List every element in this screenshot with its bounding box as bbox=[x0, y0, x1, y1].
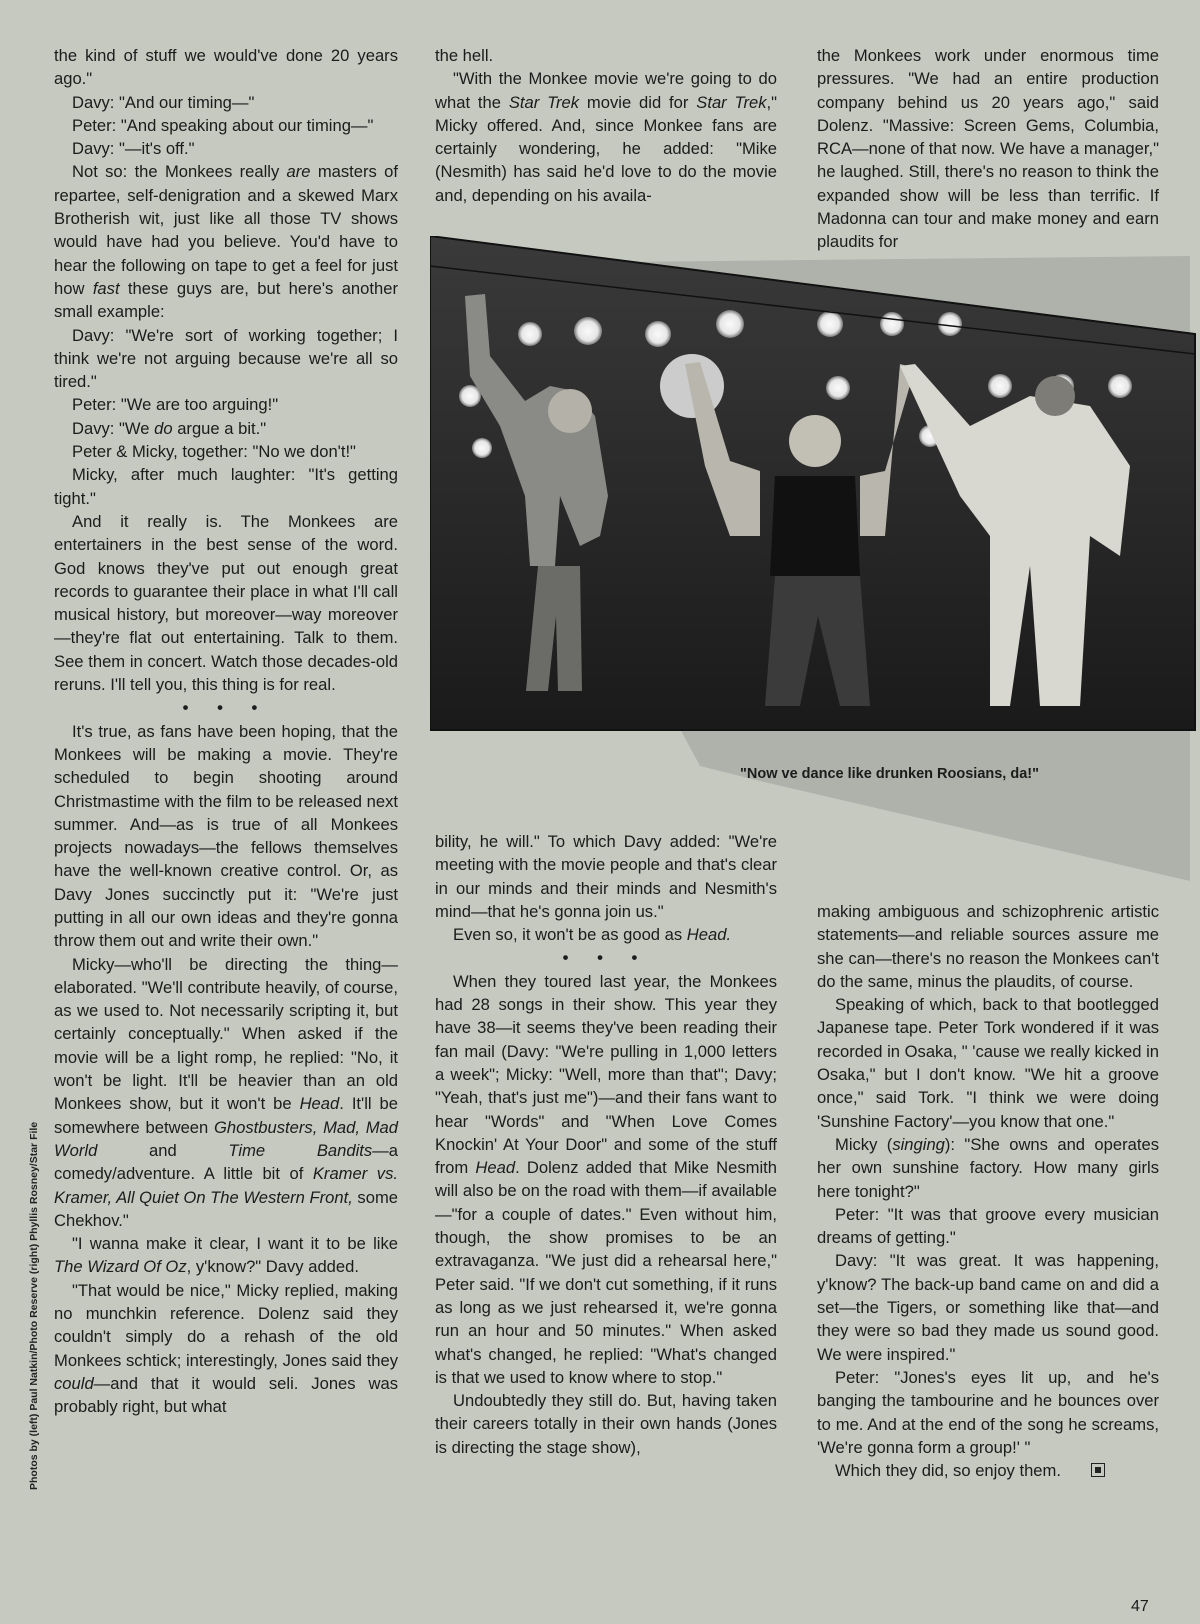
paragraph: Micky, after much laughter: "It's getting tight." bbox=[54, 465, 398, 508]
photo-caption: "Now ve dance like drunken Roosians, da!" bbox=[740, 766, 1039, 782]
paragraph: And it really is. The Monkees are entertainers in the best sense of the word. God knows they've put out enough great records to guarantee their place in what I'll call musical history, but moreover—way moreover—they're flat out entertaining. Talk to them. See them in concert. Watch those decades-old reruns. I'll tell you, this thing is for real. bbox=[54, 511, 398, 695]
article-column-2-bottom bbox=[435, 830, 777, 1459]
paragraph: Davy: "It was great. It was happening, y'know? The back-up band came on and did a set—the Tigers, or something like that—and they were so bad they made us sound good. We were inspired." bbox=[817, 1251, 1159, 1364]
paragraph: Davy: "—it's off." bbox=[72, 139, 195, 159]
paragraph: It's true, as fans have been hoping, that the Monkees will be making a movie. They're scheduled to begin shooting around Christmastime with the film to be released next summer. And—as is true of all Monkees projects nowadays—the fellows themselves have the well-known creative control. Or, as Davy Jones succinctly put it: "We're just putting in all our own ideas and they're gonna throw them out and write their own." bbox=[54, 721, 398, 951]
section-separator: • • • bbox=[182, 698, 270, 718]
paragraph: Peter: "We are too arguing!" bbox=[72, 395, 279, 415]
paragraph: Peter: "Jones's eyes lit up, and he's banging the tambourine and he bounces over to me. And at the end of the song he screams, 'We're gonna form a group!' " bbox=[817, 1367, 1159, 1457]
paragraph: Speaking of which, back to that bootlegged Japanese tape. Peter Tork wondered if it was recorded in Osaka, " 'cause we really kicked in Osaka," but I don't know. "We hit a groove once," said Tork. "I think we were doing 'Sunshine Factory'—you know that one." bbox=[817, 995, 1160, 1131]
paragraph: the Monkees work under enormous time pressures. "We had an entire production company behind us 20 years ago," said Dolenz. "Massive: Screen Gems, Columbia, RCA—none of that now. We have a manager," he laughed. Still, there's no reason to think the expanded show will be less than terrific. If Madonna can tour and make money and earn plaudits for bbox=[817, 46, 1159, 252]
paragraph: Which they did, so enjoy them. bbox=[817, 1459, 1159, 1482]
paragraph: "That would be nice," Micky replied, making no munchkin reference. Dolenz said they couldn't simply do a rehash of the old Monkees schtick; interestingly, Jones said they could—and that it would seli. Jones was probably right, but what bbox=[54, 1280, 398, 1417]
paragraph: Davy: "We do argue a bit." bbox=[72, 418, 267, 438]
page-number: 47 bbox=[1131, 1598, 1149, 1615]
article-column-1 bbox=[54, 44, 398, 1419]
section-separator: • • • bbox=[562, 948, 650, 968]
article-column-3-bottom bbox=[817, 900, 1159, 1482]
article-column-3-top bbox=[817, 44, 1159, 254]
paragraph: Peter: "And speaking about our timing—" bbox=[72, 115, 374, 135]
concert-photo bbox=[430, 236, 1200, 886]
paragraph: Not so: the Monkees really are masters of repartee, self-denigration and a skewed Marx Brotherish wit, just like all those TV shows would have had you believe. You'd have to hear the following on tape to get a feel for just how fast these guys are, but here's another small example: bbox=[54, 162, 398, 322]
paragraph: Even so, it won't be as good as Head. bbox=[453, 925, 732, 945]
paragraph: Micky—who'll be directing the thing—elaborated. "We'll contribute heavily, of course, as we used to. Not necessarily scripting it, but certainly conceptually." When asked if the movie will be a light romp, he replied: "No, it won't be light. It'll be heavier than an old Monkees show, but it won't be Head. It'll be somewhere between Ghostbusters, Mad, Mad World and Time Bandits—a comedy/adventure. A little bit of Kramer vs. Kramer, All Quiet On The Western Front, some Chekhov." bbox=[54, 954, 399, 1230]
paragraph: Undoubtedly they still do. But, having taken their careers totally in their own hands (Jones is directing the stage show), bbox=[435, 1391, 777, 1457]
paragraph: making ambiguous and schizophrenic artistic statements—and reliable sources assure me she can—there's no reason the Monkees can't do the same, minus the plaudits, of course. bbox=[817, 902, 1159, 991]
paragraph: Davy: "And our timing—" bbox=[72, 92, 255, 112]
paragraph: "With the Monkee movie we're going to do what the Star Trek movie did for Star Trek," Micky offered. And, since Monkee fans are certainly wondering, he added: "Mike (Nesmith) has said he'd love to do the movie and, depending on his availa- bbox=[435, 69, 778, 205]
end-mark-icon bbox=[1091, 1463, 1105, 1477]
paragraph: bility, he will." To which Davy added: "We're meeting with the movie people and that's clear in our minds and their minds and Nesmith's mind—that he's gonna join us." bbox=[435, 832, 777, 921]
paragraph: "I wanna make it clear, I want it to be like The Wizard Of Oz, y'know?" Davy added. bbox=[54, 1234, 398, 1277]
paragraph: Micky (singing): "She owns and operates her own sunshine factory. How many girls here tonight?" bbox=[817, 1134, 1159, 1201]
paragraph: Peter: "It was that groove every musician dreams of getting." bbox=[817, 1204, 1159, 1248]
paragraph: Peter & Micky, together: "No we don't!" bbox=[72, 442, 356, 462]
paragraph: Davy: "We're sort of working together; I think we're not arguing because we're all so tired." bbox=[54, 325, 398, 392]
photo-credit: Photos by (left) Paul Natkin/Photo Reserve (right) Phyllis Rosney/Star File bbox=[28, 1121, 40, 1490]
photo-illustration bbox=[430, 236, 1200, 886]
paragraph: the hell. bbox=[435, 46, 494, 65]
paragraph: the kind of stuff we would've done 20 years ago." bbox=[54, 46, 398, 89]
article-column-2-top bbox=[435, 44, 777, 207]
paragraph: When they toured last year, the Monkees had 28 songs in their show. This year they have 38—it seems they've been reading their fan mail (Davy: "We're pulling in 1,000 letters a week"; Micky: "Well, more than that"; Davy; "Yeah, that's just me")—and their fans want to hear "Words" and "When Love Comes Knockin' At Your Door" and some of the stuff from Head. Dolenz added that Mike Nesmith will also be on the road with them—if available—"for a couple of dates." Even without him, though, the show promises to be an extravaganza. "We just did a rehearsal here," Peter said. "If we don't cut something, if it runs as long as we just rehearsed it, we're gonna run an hour and 50 minutes." When asked what's changed, he replied: "What's changed is that we used to know where to stop." bbox=[435, 971, 777, 1387]
